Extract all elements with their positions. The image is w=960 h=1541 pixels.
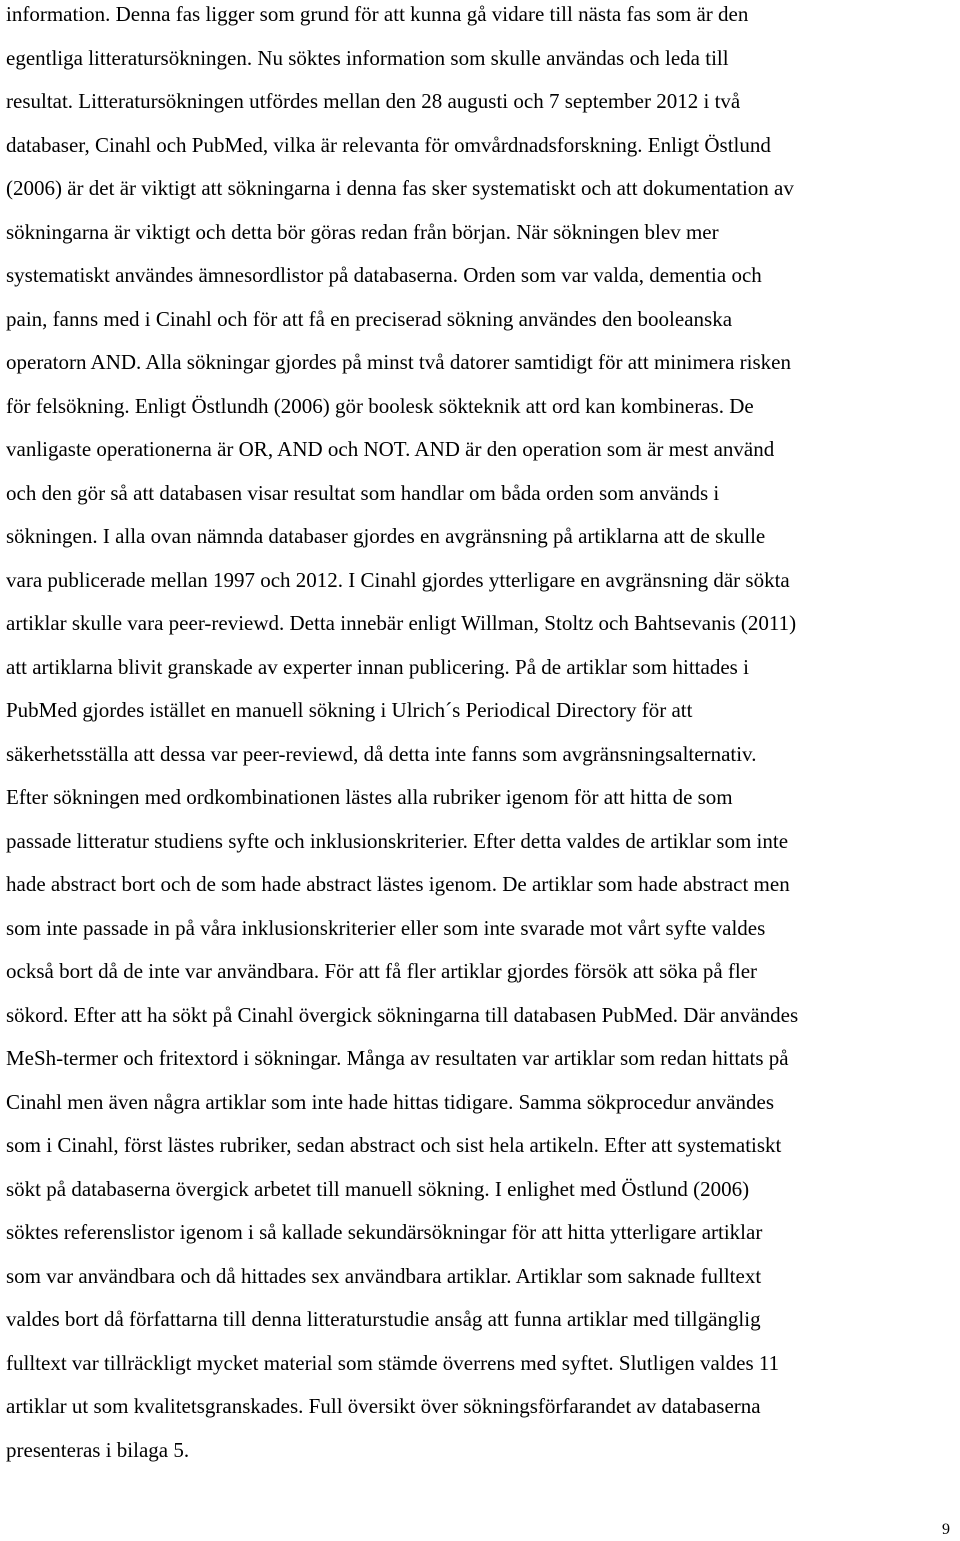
text-line: resultat. Litteratursökningen utfördes mellan den 28 augusti och 7 september 2012 i två bbox=[6, 89, 741, 113]
text-line: och den gör så att databasen visar resultat som handlar om båda orden som används i bbox=[6, 480, 720, 505]
text-line: vanligaste operationerna är OR, AND och NOT. AND är den operation som är mest använd bbox=[6, 437, 775, 461]
text-line: sökt på databaserna övergick arbetet till manuell sökning. I enlighet med Östlund (2006) bbox=[6, 1176, 750, 1201]
text-line: vara publicerade mellan 1997 och 2012. I Cinahl gjordes ytterligare en avgränsning där sökta bbox=[6, 567, 790, 592]
text-line: presenteras i bilaga 5. bbox=[6, 1437, 190, 1462]
text-line: systematiskt användes ämnesordlistor på databaserna. Orden som var valda, dementia och bbox=[6, 263, 762, 287]
text-line: som inte passade in på våra inklusionskriterier eller som inte svarade mot vårt syfte valdes bbox=[6, 915, 766, 940]
body-paragraph bbox=[6, 0, 954, 1472]
text-line: valdes bort då författarna till denna litteraturstudie ansåg att funna artiklar med tillgänglig bbox=[6, 1307, 761, 1331]
text-line: PubMed gjordes istället en manuell sökning i Ulrich´s Periodical Directory för att bbox=[6, 698, 693, 722]
text-line: pain, fanns med i Cinahl och för att få en preciserad sökning användes den booleanska bbox=[6, 306, 733, 331]
text-line: artiklar ut som kvalitetsgranskades. Full översikt över sökningsförfarandet av databaserna bbox=[6, 1394, 761, 1418]
document-page bbox=[6, 0, 954, 1541]
text-line: säkerhetsställa att dessa var peer-reviewd, då detta inte fanns som avgränsningsalternativ. bbox=[6, 741, 757, 766]
text-line: också bort då de inte var användbara. För att få fler artiklar gjordes försök att söka på fler bbox=[6, 959, 758, 983]
text-line: information. Denna fas ligger som grund för att kunna gå vidare till nästa fas som är den bbox=[6, 2, 749, 26]
text-line: passade litteratur studiens syfte och inklusionskriterier. Efter detta valdes de artiklar som inte bbox=[6, 828, 789, 853]
text-line: som i Cinahl, först lästes rubriker, sedan abstract och sist hela artikeln. Efter att systematiskt bbox=[6, 1133, 782, 1157]
text-line: sökningen. I alla ovan nämnda databaser gjordes en avgränsning på artiklarna att de skulle bbox=[6, 524, 766, 548]
text-line: fulltext var tillräckligt mycket material som stämde överrens med syftet. Slutligen valdes 11 bbox=[6, 1350, 780, 1375]
text-line: MeSh-termer och fritextord i sökningar. Många av resultaten var artiklar som redan hittats på bbox=[6, 1046, 789, 1070]
text-line: hade abstract bort och de som hade abstract lästes igenom. De artiklar som hade abstract men bbox=[6, 872, 790, 896]
page-number: 9 bbox=[942, 1521, 950, 1538]
text-line: att artiklarna blivit granskade av experter innan publicering. På de artiklar som hittades i bbox=[6, 654, 749, 679]
text-line: Cinahl men även några artiklar som inte hade hittas tidigare. Samma sökprocedur användes bbox=[6, 1089, 775, 1114]
text-line: operatorn AND. Alla sökningar gjordes på minst två datorer samtidigt för att minimera risken bbox=[6, 350, 791, 374]
text-line: som var användbara och då hittades sex användbara artiklar. Artiklar som saknade fulltext bbox=[6, 1263, 762, 1288]
text-line: sökord. Efter att ha sökt på Cinahl övergick sökningarna till databasen PubMed. Där användes bbox=[6, 1002, 799, 1027]
text-line: sökningarna är viktigt och detta bör göras redan från början. När sökningen blev mer bbox=[6, 219, 719, 244]
text-line: för felsökning. Enligt Östlundh (2006) gör boolesk sökteknik att ord kan kombineras. De bbox=[6, 393, 754, 418]
text-line: söktes referenslistor igenom i så kallade sekundärsökningar för att hitta ytterligare artiklar bbox=[6, 1220, 763, 1244]
text-line: egentliga litteratursökningen. Nu söktes information som skulle användas och leda till bbox=[6, 45, 729, 70]
text-line: Efter sökningen med ordkombinationen lästes alla rubriker igenom för att hitta de som bbox=[6, 785, 733, 809]
text-line: (2006) är det är viktigt att sökningarna i denna fas sker systematiskt och att dokumentation av bbox=[6, 176, 794, 200]
text-line: databaser, Cinahl och PubMed, vilka är relevanta för omvårdnadsforskning. Enligt Östlund bbox=[6, 132, 771, 157]
text-line: artiklar skulle vara peer-reviewd. Detta innebär enligt Willman, Stoltz och Bahtsevanis (2011) bbox=[6, 611, 797, 635]
